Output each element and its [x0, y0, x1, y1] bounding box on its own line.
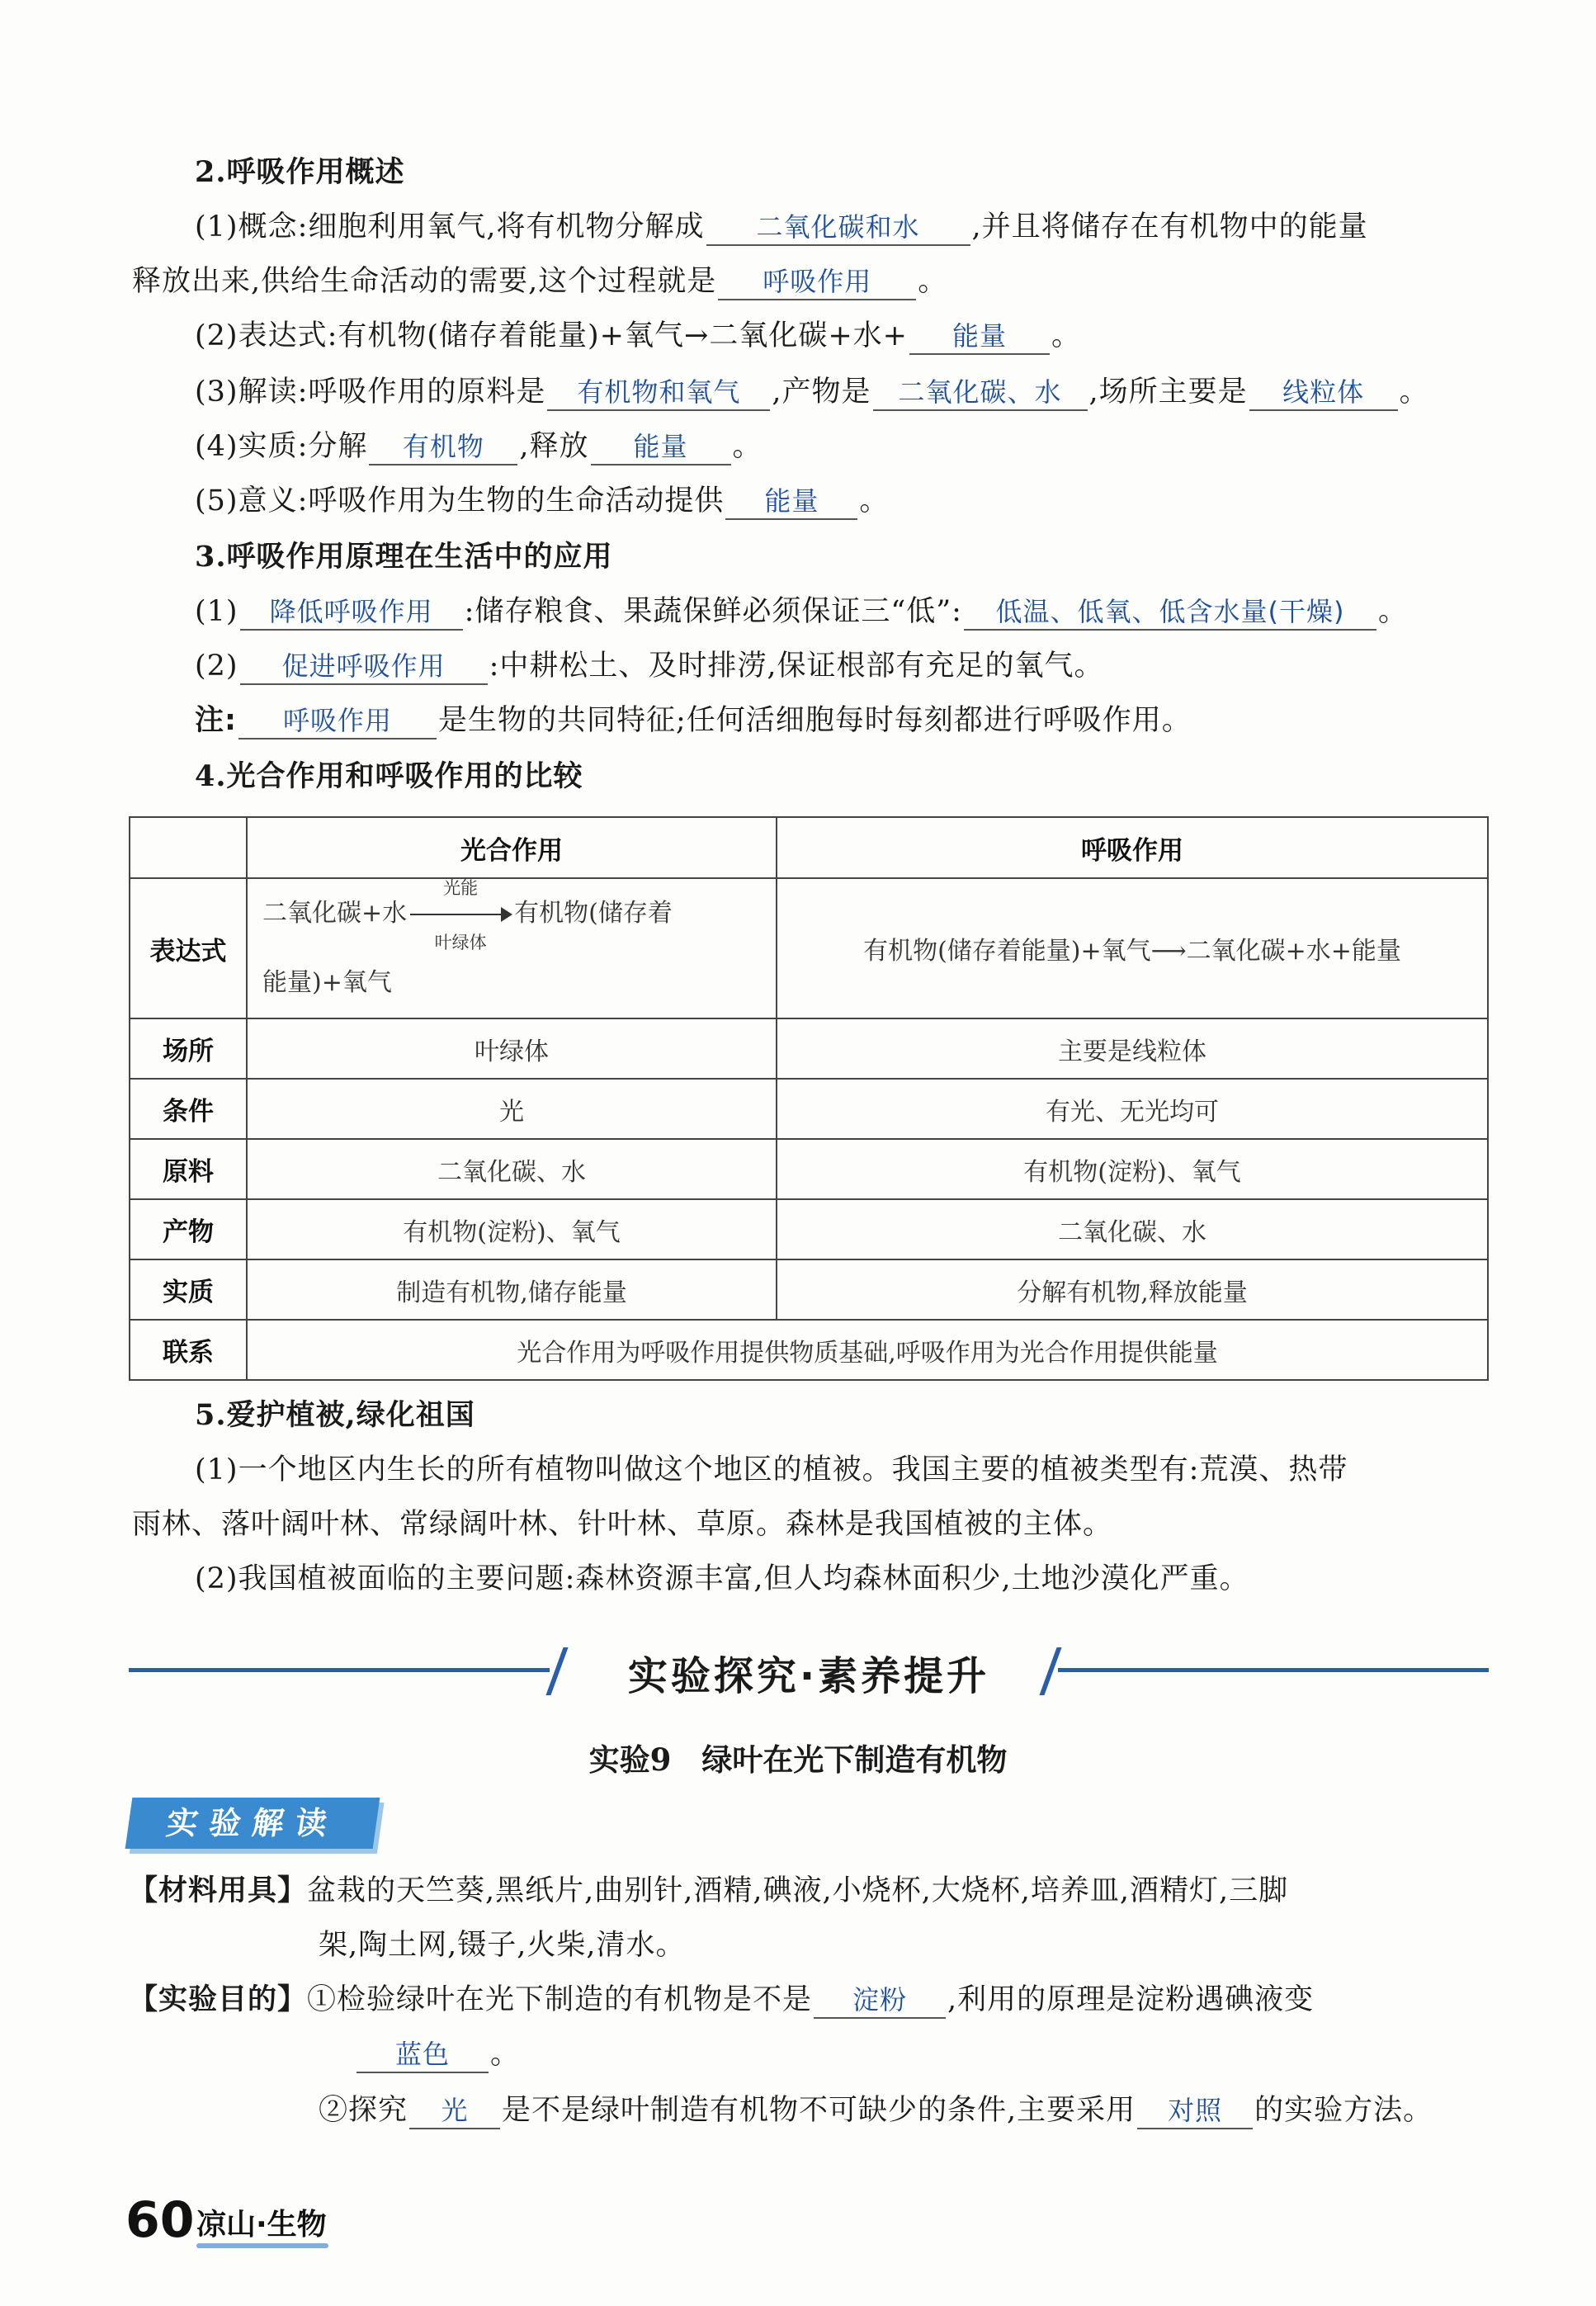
row-label: 实质	[130, 1259, 247, 1320]
section-2-title: 2.呼吸作用概述	[195, 155, 405, 189]
cell: 制造有机物,储存能量	[247, 1259, 777, 1320]
answer-blank: 低温、低氧、低含水量(干燥)	[964, 594, 1376, 631]
materials-line-1	[129, 1872, 1288, 1910]
answer-blank: 二氧化碳和水	[706, 210, 970, 246]
answer-blank: 促进呼吸作用	[240, 649, 488, 685]
s3-line-2	[195, 647, 1104, 685]
section-5-title: 5.爱护植被,绿化祖国	[195, 1398, 475, 1432]
text: 。	[1051, 319, 1082, 352]
answer-blank: 蓝色	[357, 2037, 489, 2073]
cell: 二氧化碳、水	[777, 1199, 1488, 1259]
answer-blank: 呼吸作用	[238, 703, 437, 740]
table-row	[130, 1139, 1488, 1199]
table-header-row	[130, 817, 1488, 878]
answer-blank: 淀粉	[814, 1982, 946, 2019]
table-row	[130, 1259, 1488, 1320]
arrow-bottom-label: 叶绿体	[434, 933, 487, 952]
arrow-line	[410, 914, 506, 915]
text: 是不是绿叶制造有机物不可缺少的条件,主要采用	[502, 2094, 1136, 2127]
s2-line-2	[132, 262, 947, 300]
page-number: 60	[125, 2191, 195, 2249]
answer-blank: 能量	[725, 484, 857, 520]
s2-line-4	[195, 373, 1429, 411]
text: ②探究	[319, 2094, 408, 2127]
text: 盆栽的天竺葵,黑纸片,曲别针,酒精,碘液,小烧杯,大烧杯,培养皿,酒精灯,三脚	[307, 1874, 1289, 1907]
text: (3)解读:呼吸作用的原料是	[195, 376, 546, 409]
text: (5)意义:呼吸作用为生物的生命活动提供	[195, 484, 725, 517]
row-label: 原料	[130, 1139, 247, 1199]
materials-label: 【材料用具】	[129, 1874, 308, 1907]
table-row	[130, 1320, 1488, 1380]
text: ,释放	[519, 430, 589, 463]
text: ,场所主要是	[1088, 376, 1248, 409]
answer-blank: 能量	[909, 319, 1050, 355]
row-label: 表达式	[130, 878, 247, 1018]
cell: 有机物(淀粉)、氧气	[247, 1199, 777, 1259]
purpose-label: 【实验目的】	[129, 1983, 308, 2016]
text: :储存粮食、果蔬保鲜必须保证三“低”:	[464, 595, 962, 628]
header-empty	[130, 817, 247, 878]
cell: 二氧化碳、水	[247, 1139, 777, 1199]
header-photosynthesis: 光合作用	[247, 817, 777, 878]
s2-line-1	[195, 208, 1368, 246]
answer-blank: 光	[409, 2093, 500, 2129]
answer-blank: 二氧化碳、水	[873, 375, 1088, 411]
cell: 有机物(淀粉)、氧气	[777, 1139, 1488, 1199]
answer-blank: 有机物	[369, 429, 517, 465]
text: 的实验方法。	[1254, 2094, 1433, 2127]
table-row	[130, 878, 1488, 1018]
eq-text: 有机物(储存着	[514, 899, 673, 928]
s3-line-1	[195, 593, 1408, 631]
answer-blank: 降低呼吸作用	[240, 594, 463, 631]
text: :中耕松土、及时排涝,保证根部有充足的氧气。	[489, 650, 1104, 683]
text: 。	[918, 265, 948, 298]
header-respiration: 呼吸作用	[777, 817, 1488, 878]
arrow-top-label: 光能	[443, 878, 479, 898]
text: 。	[859, 484, 890, 517]
reaction-arrow	[407, 878, 514, 952]
text: (1)	[195, 595, 238, 628]
cell: 光	[247, 1079, 777, 1139]
eq-text: 能量)+氧气	[262, 968, 392, 997]
text: (2)	[195, 650, 238, 683]
purpose-line-3	[319, 2091, 1433, 2129]
cell: 分解有机物,释放能量	[777, 1259, 1488, 1320]
cell: 光合作用为呼吸作用提供物质基础,呼吸作用为光合作用提供能量	[247, 1320, 1488, 1380]
cell: 有光、无光均可	[777, 1079, 1488, 1139]
respiration-equation: 有机物(储存着能量)+氧气⟶二氧化碳+水+能量	[777, 878, 1488, 1018]
row-label: 产物	[130, 1199, 247, 1259]
s5-line-1: (1)一个地区内生长的所有植物叫做这个地区的植被。我国主要的植被类型有:荒漠、热带	[195, 1453, 1348, 1486]
cell: 主要是线粒体	[777, 1018, 1488, 1079]
text: ①检验绿叶在光下制造的有机物是不是	[307, 1983, 813, 2016]
table-row	[130, 1018, 1488, 1079]
footer-title: 凉山·生物	[196, 2208, 327, 2242]
text: ,并且将储存在有机物中的能量	[971, 210, 1368, 243]
note-label: 注:	[195, 704, 237, 737]
s2-line-3	[195, 317, 1081, 355]
purpose-line-2	[355, 2035, 520, 2073]
text: ,利用的原理是淀粉遇碘液变	[947, 1983, 1315, 2016]
s5-line-3: (2)我国植被面临的主要问题:森林资源丰富,但人均森林面积少,土地沙漠化严重。	[195, 1562, 1249, 1595]
footer-decoration	[196, 2243, 328, 2248]
s2-line-5	[195, 428, 763, 465]
text: 。	[732, 430, 763, 463]
table-row	[130, 1199, 1488, 1259]
answer-blank: 对照	[1137, 2093, 1253, 2129]
answer-blank: 呼吸作用	[718, 264, 916, 300]
purpose-line-1	[129, 1981, 1314, 2019]
s5-line-2: 雨林、落叶阔叶林、常绿阔叶林、针叶林、草原。森林是我国植被的主体。	[132, 1508, 1113, 1541]
banner-rule-right	[1058, 1668, 1489, 1672]
arrow-head-icon	[501, 907, 512, 922]
row-label: 联系	[130, 1320, 247, 1380]
text: 是生物的共同特征;任何活细胞每时每刻都进行呼吸作用。	[438, 704, 1192, 737]
cell: 叶绿体	[247, 1018, 777, 1079]
answer-blank: 能量	[591, 429, 731, 465]
answer-blank: 有机物和氧气	[547, 375, 770, 411]
text: 。	[490, 2038, 521, 2071]
text: (1)概念:细胞利用氧气,将有机物分解成	[195, 210, 705, 243]
text: 。	[1377, 595, 1408, 628]
experiment-title: 实验9 绿叶在光下制造有机物	[588, 1741, 1008, 1778]
s2-line-6	[195, 482, 889, 520]
eq-text: 二氧化碳+水	[262, 899, 408, 928]
section-banner: 实验探究·素养提升	[627, 1653, 990, 1699]
text: (4)实质:分解	[195, 430, 368, 463]
table-row	[130, 1079, 1488, 1139]
photosynthesis-equation	[247, 878, 777, 1018]
s3-note	[195, 702, 1192, 740]
text: 。	[1399, 376, 1429, 409]
answer-blank: 线粒体	[1249, 375, 1398, 411]
text: 释放出来,供给生命活动的需要,这个过程就是	[132, 265, 717, 298]
section-4-title: 4.光合作用和呼吸作用的比较	[195, 759, 583, 793]
text: ,产物是	[772, 376, 871, 409]
row-label: 条件	[130, 1079, 247, 1139]
banner-rule-left	[129, 1668, 550, 1672]
materials-line-2: 架,陶土网,镊子,火柴,清水。	[319, 1929, 686, 1962]
comparison-table	[129, 816, 1489, 1381]
experiment-tag: 实验解读	[125, 1798, 380, 1849]
row-label: 场所	[130, 1018, 247, 1079]
section-3-title: 3.呼吸作用原理在生活中的应用	[195, 540, 613, 574]
text: (2)表达式:有机物(储存着能量)+氧气→二氧化碳+水+	[195, 319, 908, 352]
